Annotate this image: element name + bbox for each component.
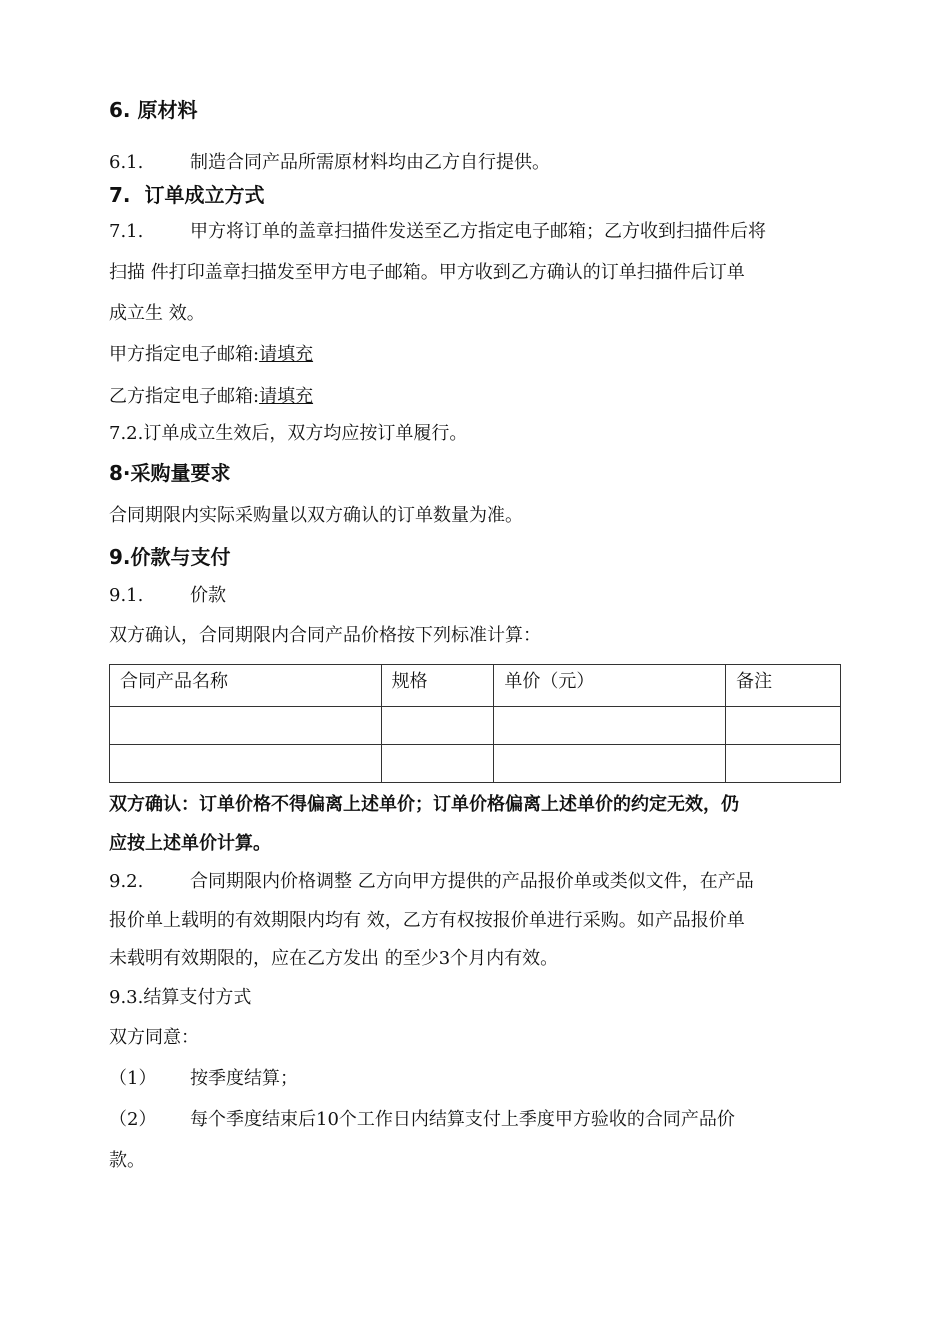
clause-7-1-line1: [109, 212, 841, 252]
clause-9-2-line2: 报价单上载明的有效期限内均有 效，乙方有权按报价单进行采购。如产品报价单: [109, 910, 745, 931]
clause-text: 制造合同产品所需原材料均由乙方自行提供。: [190, 152, 550, 173]
clause-title: 价款: [190, 585, 226, 606]
price-confirmation-line2: 应按上述单价计算。: [109, 833, 271, 854]
party-b-email: [109, 377, 841, 417]
section-7-heading: 7. 订单成立方式: [109, 183, 265, 207]
table-row: [110, 745, 841, 783]
table-header-cell: 规格: [381, 665, 494, 707]
clause-number: 9.2.: [109, 871, 144, 892]
table-cell: [494, 707, 726, 745]
table-cell: [726, 707, 841, 745]
list-item-number: （1）: [109, 1068, 157, 1089]
clause-9-3: 9.3.结算支付方式: [109, 987, 252, 1008]
clause-7-1-line3: 成立生 效。: [109, 303, 205, 324]
list-item-number: （2）: [109, 1109, 157, 1130]
clause-9-2-line3: 未载明有效期限的，应在乙方发出 的至少3个月内有效。: [109, 948, 559, 969]
party-a-email: [109, 335, 841, 375]
table-header-cell: 合同产品名称: [110, 665, 382, 707]
price-table: [109, 664, 841, 783]
price-confirmation-line1: 双方确认：订单价格不得偏离上述单价；订单价格偏离上述单价的约定无效，仍: [109, 794, 739, 815]
section-9-heading: 9.价款与支付: [109, 545, 231, 569]
clause-9-1: [109, 576, 841, 616]
list-item-1: [109, 1059, 841, 1099]
list-item-2-line1: [109, 1100, 841, 1140]
table-cell: [110, 745, 382, 783]
table-header-row: [110, 665, 841, 707]
clause-9-1-intro: 双方确认，合同期限内合同产品价格按下列标准计算：: [109, 625, 541, 646]
list-item-2-line2: 款。: [109, 1150, 145, 1171]
clause-number: 7.1.: [109, 221, 144, 242]
clause-9-2-line1: [109, 862, 841, 902]
table-cell: [110, 707, 382, 745]
section-6-heading: 6. 原材料: [109, 98, 198, 122]
clause-9-3-intro: 双方同意：: [109, 1027, 199, 1048]
party-b-email-value: 请填充: [259, 386, 314, 407]
table-header-cell: 单价（元）: [494, 665, 726, 707]
table-cell: [381, 745, 494, 783]
list-item-text: 按季度结算；: [190, 1068, 298, 1089]
table-cell: [381, 707, 494, 745]
party-a-email-value: 请填充: [259, 344, 314, 365]
table-row: [110, 707, 841, 745]
clause-7-1-line2: 扫描 件打印盖章扫描发至甲方电子邮箱。甲方收到乙方确认的订单扫描件后订单: [109, 262, 745, 283]
list-item-text: 每个季度结束后10个工作日内结算支付上季度甲方验收的合同产品价: [190, 1109, 735, 1130]
clause-number: 9.1.: [109, 585, 144, 606]
clause-number: 6.1.: [109, 152, 144, 173]
clause-8-text: 合同期限内实际采购量以双方确认的订单数量为准。: [109, 505, 523, 526]
party-a-email-label: 甲方指定电子邮箱:: [109, 344, 260, 365]
clause-text: 合同期限内价格调整 乙方向甲方提供的产品报价单或类似文件，在产品: [190, 871, 754, 892]
section-8-heading: 8·采购量要求: [109, 461, 231, 485]
clause-text: 甲方将订单的盖章扫描件发送至乙方指定电子邮箱；乙方收到扫描件后将: [190, 221, 766, 242]
table-header-cell: 备注: [726, 665, 841, 707]
table-cell: [726, 745, 841, 783]
clause-7-2: 7.2.订单成立生效后，双方均应按订单履行。: [109, 423, 468, 444]
table-cell: [494, 745, 726, 783]
party-b-email-label: 乙方指定电子邮箱:: [109, 386, 260, 407]
